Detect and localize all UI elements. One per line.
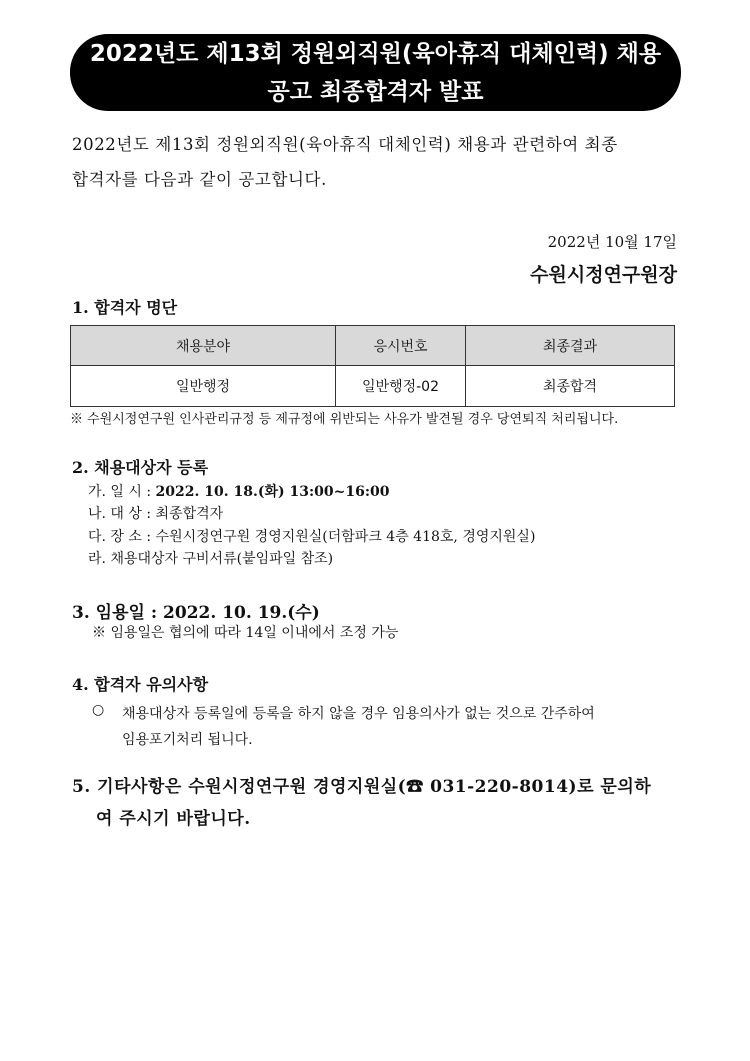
item-value: 2022. 10. 18.(화) 13:00~16:00 [155,484,390,500]
item-label: 다. 장 소 : [88,529,156,545]
section5-line-2: 여 주시기 바랍니다. [96,809,251,829]
section3-note: ※ 임용일은 협의에 따라 14일 이내에서 조정 가능 [92,625,399,641]
title-line-1: 2022년도 제13회 정원외직원(육아휴직 대체인력) 채용 [89,41,662,67]
signer: 수원시정연구원장 [530,264,677,286]
cell-number: 일반행정-02 [336,366,466,407]
title-banner [70,34,681,111]
cell-result: 최종합격 [466,366,675,407]
section5-line-1: 5. 기타사항은 수원시정연구원 경영지원실(☎ 031-220-8014)로 문의하 [72,777,652,797]
intro-line-2: 합격자를 다음과 같이 공고합니다. [72,170,327,189]
place-item [88,526,535,546]
item-value: 채용대상자 구비서류(붙임파일 참조) [110,551,334,567]
section3-heading: 3. 임용일 : 2022. 10. 19.(수) [72,603,320,623]
intro-line-1: 2022년도 제13회 정원외직원(육아휴직 대체인력) 채용과 관련하여 최종 [72,135,618,154]
title-line-2: 공고 최종합격자 발표 [267,79,484,105]
item-value: 최종합격자 [155,506,224,522]
notice-line-1: 채용대상자 등록일에 등록을 하지 않을 경우 임용의사가 없는 것으로 간주하여 [122,706,595,722]
schedule-item [88,481,390,501]
documents-item [88,548,333,568]
item-label: 라. [88,551,111,567]
section1-heading: 1. 합격자 명단 [72,298,178,317]
notice-line-2: 임용포기처리 됩니다. [122,732,253,748]
header-number: 응시번호 [336,326,466,366]
table-row [71,366,675,407]
cell-field: 일반행정 [71,366,336,407]
target-item [88,503,223,523]
results-table [70,325,675,407]
section4-heading: 4. 합격자 유의사항 [72,675,209,694]
header-result: 최종결과 [466,326,675,366]
item-value: 수원시정연구원 경영지원실(더함파크 4층 418호, 경영지원실) [155,529,536,545]
section1-note: ※ 수원시정연구원 인사관리규정 등 제규정에 위반되는 사유가 발견될 경우 당연퇴직 처리됩니다. [70,412,619,427]
notice-date: 2022년 10월 17일 [547,233,677,251]
item-label: 가. 일 시 : [88,484,156,500]
header-field: 채용분야 [71,326,336,366]
table-header-row [71,326,675,366]
item-label: 나. 대 상 : [88,506,156,522]
bullet-circle-icon: ○ [92,702,105,718]
section2-heading: 2. 채용대상자 등록 [72,458,209,477]
